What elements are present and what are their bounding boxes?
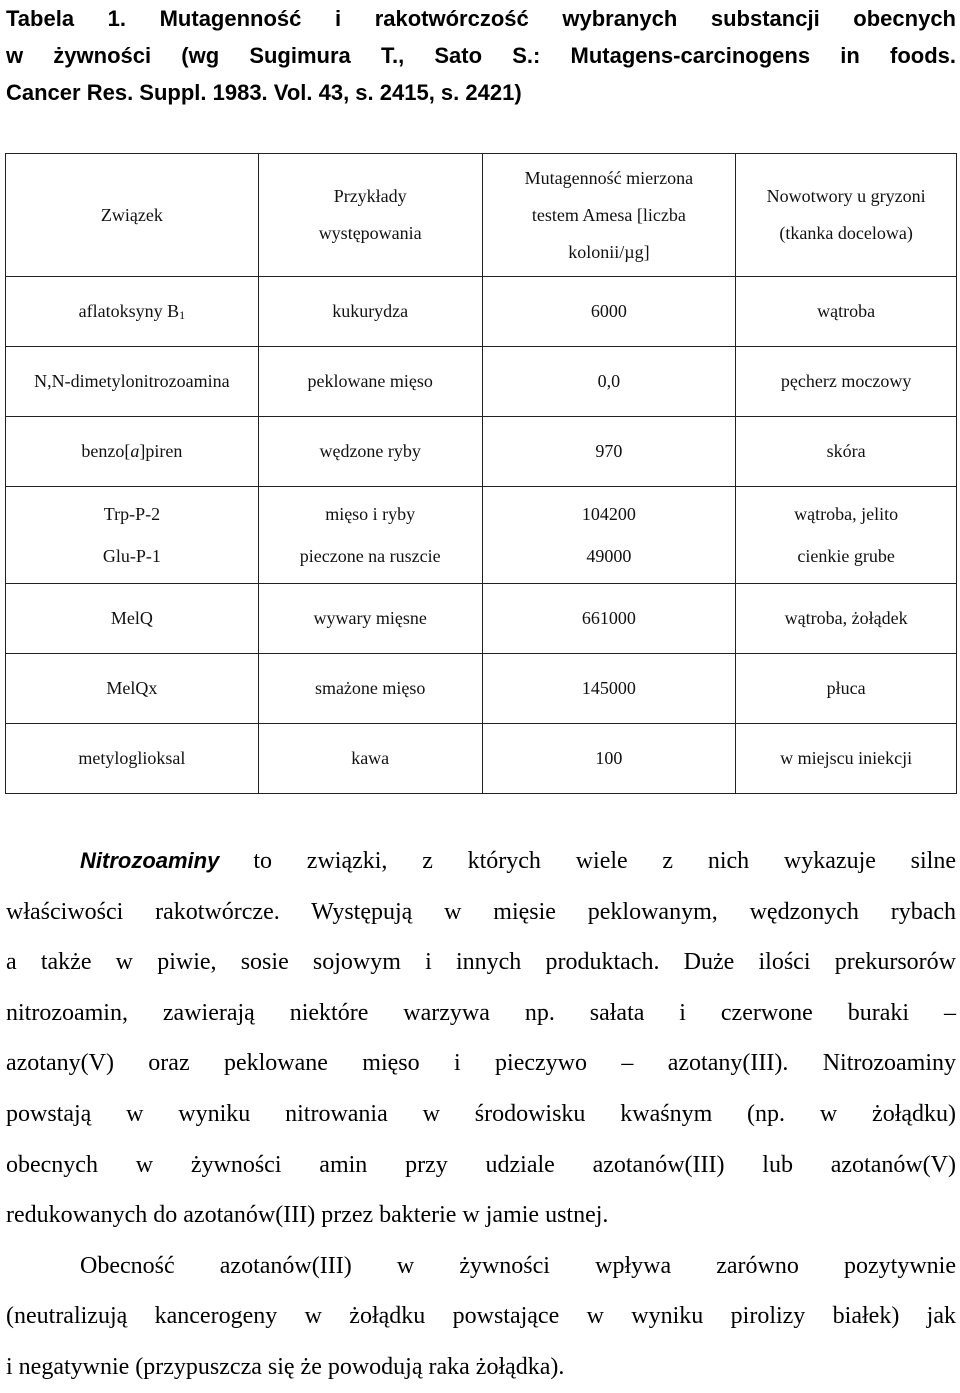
cell-compound: MelQ <box>6 584 259 654</box>
cell-compound: metyloglioksal <box>6 724 259 794</box>
cell-compound: Trp-P-2 Glu-P-1 <box>6 487 259 584</box>
cell-example: wędzone ryby <box>258 417 482 487</box>
cell-mutagenicity: 100 <box>482 724 736 794</box>
paragraph-line: obecnych w żywności amin przy udziale azotanów(III) lub azotanów(V) <box>6 1151 956 1178</box>
paragraph-lead-term: Nitrozoaminy <box>80 848 220 873</box>
body-text <box>6 836 956 1393</box>
table-caption <box>6 0 956 111</box>
caption-line: w żywności (wg Sugimura T., Sato S.: Mutagens-carcinogens in foods. <box>6 43 956 68</box>
paragraph-line: a także w piwie, sosie sojowym i innych produktach. Duże ilości prekursorów <box>6 949 956 976</box>
cell-compound: aflatoksyny B1 <box>6 277 259 347</box>
header-examples: Przykłady występowania <box>258 154 482 277</box>
table-row <box>6 487 957 584</box>
cell-mutagenicity: 970 <box>482 417 736 487</box>
paragraph-line: Nitrozoaminy to związki, z których wiele z nich wykazuje silne <box>6 836 956 887</box>
cell-mutagenicity: 145000 <box>482 654 736 724</box>
cell-example: mięso i ryby pieczone na ruszcie <box>258 487 482 584</box>
cell-mutagenicity: 661000 <box>482 584 736 654</box>
cell-example: wywary mięsne <box>258 584 482 654</box>
table-header-row <box>6 154 957 277</box>
paragraph-line: redukowanych do azotanów(III) przez bakterie w jamie ustnej. <box>6 1202 609 1229</box>
cell-example: kawa <box>258 724 482 794</box>
cell-target: pęcherz moczowy <box>736 347 957 417</box>
header-mutagenicity: Mutagenność mierzona testem Amesa [liczba kolonii/µg] <box>482 154 736 277</box>
table-row <box>6 724 957 794</box>
cell-target: wątroba <box>736 277 957 347</box>
cell-target: wątroba, żołądek <box>736 584 957 654</box>
table-row <box>6 584 957 654</box>
table-row <box>6 277 957 347</box>
cell-compound: benzo[a]piren <box>6 417 259 487</box>
cell-example: kukurydza <box>258 277 482 347</box>
cell-target: skóra <box>736 417 957 487</box>
caption-line: Cancer Res. Suppl. 1983. Vol. 43, s. 2415, s. 2421) <box>6 80 522 105</box>
cell-target: płuca <box>736 654 957 724</box>
paragraph-line: powstają w wyniku nitrowania w środowisku kwaśnym (np. w żołądku) <box>6 1100 956 1127</box>
cell-compound: MelQx <box>6 654 259 724</box>
paragraph-line: Obecność azotanów(III) w żywności wpływa zarówno pozytywnie <box>80 1252 956 1279</box>
cell-compound: N,N-dimetylonitrozoamina <box>6 347 259 417</box>
table-row <box>6 347 957 417</box>
header-tumors: Nowotwory u gryzoni (tkanka docelowa) <box>736 154 957 277</box>
cell-mutagenicity: 6000 <box>482 277 736 347</box>
paragraph-line: i negatywnie (przypuszcza się że powodują raka żołądka). <box>6 1353 565 1380</box>
table-row <box>6 654 957 724</box>
paragraph-line: (neutralizują kancerogeny w żołądku powstające w wyniku pirolizy białek) jak <box>6 1303 956 1330</box>
caption-line: Tabela 1. Mutagenność i rakotwórczość wybranych substancji obecnych <box>6 6 956 31</box>
cell-target: w miejscu iniekcji <box>736 724 957 794</box>
cell-example: peklowane mięso <box>258 347 482 417</box>
paragraph-line: nitrozoamin, zawierają niektóre warzywa np. sałata i czerwone buraki – <box>6 999 956 1026</box>
mutagenicity-table <box>5 153 957 794</box>
cell-target: wątroba, jelito cienkie grube <box>736 487 957 584</box>
cell-mutagenicity: 0,0 <box>482 347 736 417</box>
paragraph-line: azotany(V) oraz peklowane mięso i pieczywo – azotany(III). Nitrozoaminy <box>6 1050 956 1077</box>
header-compound: Związek <box>6 154 259 277</box>
cell-mutagenicity: 104200 49000 <box>482 487 736 584</box>
cell-example: smażone mięso <box>258 654 482 724</box>
paragraph-line: właściwości rakotwórcze. Występują w mięsie peklowanym, wędzonych rybach <box>6 898 956 925</box>
table-row <box>6 417 957 487</box>
